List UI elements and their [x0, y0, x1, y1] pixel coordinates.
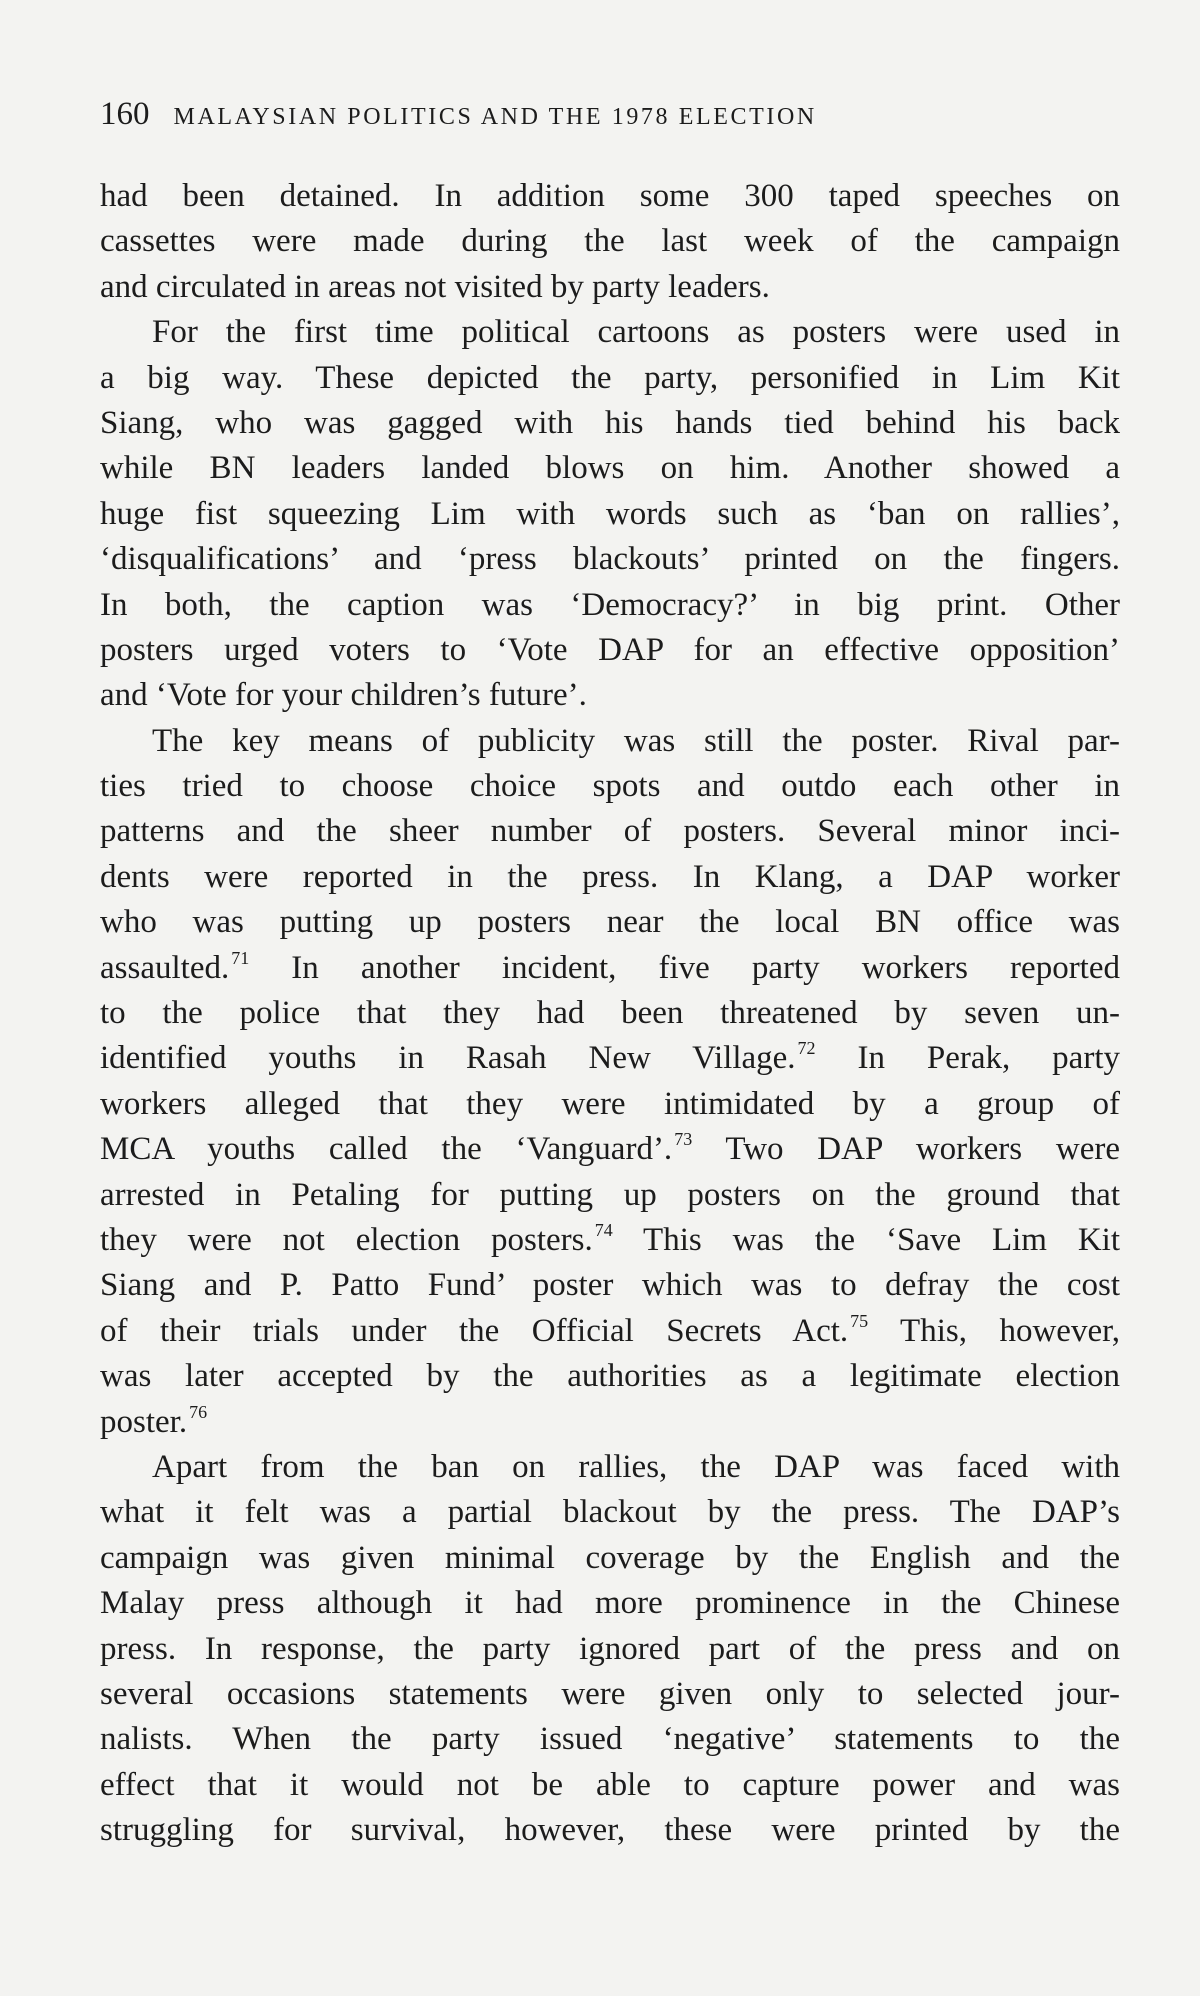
text-line [100, 356, 1120, 401]
text-line [100, 1218, 1120, 1263]
line-text: Siang and P. Patto Fund’ poster which was to defray the cost [100, 1267, 1120, 1304]
text-line [100, 219, 1120, 264]
line-text: Siang, who was gagged with his hands tied behind his back [100, 404, 1120, 441]
line-text: struggling for survival, however, these were printed by the [100, 1812, 1120, 1849]
line-text: they were not election posters. [100, 1221, 593, 1258]
line-text: identified youths in Rasah New Village. [100, 1040, 796, 1077]
line-text: posters urged voters to ‘Vote DAP for an effective opposition’ [100, 631, 1120, 668]
line-text-continued: In Perak, party [815, 1040, 1120, 1077]
text-line [100, 1627, 1120, 1672]
line-text: had been detained. In addition some 300 taped speeches on [100, 178, 1120, 214]
text-line [100, 628, 1120, 673]
text-line [100, 900, 1120, 945]
line-text: campaign was given minimal coverage by the English and the [100, 1539, 1120, 1576]
line-text: ‘disqualifications’ and ‘press blackouts’ printed on the fingers. [100, 541, 1120, 578]
line-text: a big way. These depicted the party, personified in Lim Kit [100, 359, 1120, 396]
text-line [100, 1082, 1120, 1127]
line-text-continued: This, however, [868, 1312, 1121, 1349]
footnote-reference: 73 [674, 1129, 693, 1150]
line-text: huge fist squeezing Lim with words such as ‘ban on rallies’, [100, 495, 1120, 532]
line-text: and circulated in areas not visited by party leaders. [100, 268, 770, 305]
line-text: poster. [100, 1403, 188, 1440]
text-line [100, 583, 1120, 628]
text-line [100, 401, 1120, 446]
line-text: In both, the caption was ‘Democracy?’ in big print. Other [100, 586, 1120, 623]
line-text: was later accepted by the authorities as a legitimate election [100, 1358, 1120, 1395]
footnote-reference: 71 [231, 947, 250, 968]
line-text: nalists. When the party issued ‘negative’ statements to the [100, 1721, 1120, 1758]
footnote-reference: 72 [797, 1038, 816, 1059]
line-text: ties tried to choose choice spots and outdo each other in [100, 768, 1120, 805]
line-text: while BN leaders landed blows on him. Another showed a [100, 450, 1120, 487]
line-text-continued: In another incident, five party workers reported [249, 949, 1120, 986]
body-text [100, 174, 1120, 1853]
line-text: Apart from the ban on rallies, the DAP was faced with [152, 1448, 1120, 1485]
text-line [100, 991, 1120, 1036]
running-head [100, 96, 817, 140]
line-text: arrested in Petaling for putting up posters on the ground that [100, 1176, 1120, 1213]
line-text-continued: Two DAP workers were [692, 1131, 1121, 1168]
text-line [100, 1309, 1120, 1354]
text-line [100, 492, 1120, 537]
running-head-title: MALAYSIAN POLITICS AND THE 1978 ELECTION [173, 104, 817, 130]
text-line [100, 1763, 1120, 1808]
text-line [100, 265, 1120, 310]
footnote-reference: 76 [189, 1401, 208, 1422]
text-line [100, 1717, 1120, 1762]
text-line [100, 1445, 1120, 1490]
footnote-reference: 74 [594, 1219, 613, 1240]
page-number: 160 [100, 96, 150, 132]
text-line [100, 1536, 1120, 1581]
line-text: and ‘Vote for your children’s future’. [100, 677, 587, 714]
line-text: to the police that they had been threatened by seven un- [100, 995, 1120, 1032]
line-text: several occasions statements were given only to selected jour- [100, 1675, 1120, 1712]
text-line [100, 946, 1120, 991]
line-text: The key means of publicity was still the poster. Rival par- [152, 722, 1120, 759]
line-text: of their trials under the Official Secrets Act. [100, 1312, 849, 1349]
line-text: what it felt was a partial blackout by the press. The DAP’s [100, 1494, 1120, 1531]
text-line [100, 1127, 1120, 1172]
text-line [100, 1672, 1120, 1717]
line-text: MCA youths called the ‘Vanguard’. [100, 1131, 673, 1168]
text-line [100, 446, 1120, 491]
text-line [100, 1036, 1120, 1081]
text-line [100, 310, 1120, 355]
text-line [100, 1173, 1120, 1218]
text-line [100, 1400, 1120, 1445]
text-line [100, 1581, 1120, 1626]
text-line [100, 719, 1120, 764]
text-line [100, 537, 1120, 582]
text-line [100, 673, 1120, 718]
line-text: assaulted. [100, 949, 230, 986]
line-text: dents were reported in the press. In Klang, a DAP worker [100, 858, 1120, 895]
text-line [100, 855, 1120, 900]
line-text: Malay press although it had more prominence in the Chinese [100, 1585, 1120, 1622]
line-text: who was putting up posters near the local BN office was [100, 904, 1120, 941]
text-line [100, 1808, 1120, 1853]
line-text: press. In response, the party ignored part of the press and on [100, 1630, 1120, 1667]
text-line [100, 1354, 1120, 1399]
line-text: patterns and the sheer number of posters. Several minor inci- [100, 813, 1120, 850]
line-text: For the first time political cartoons as posters were used in [152, 314, 1120, 351]
footnote-reference: 75 [850, 1310, 869, 1331]
line-text: workers alleged that they were intimidated by a group of [100, 1085, 1120, 1122]
text-line [100, 764, 1120, 809]
line-text: cassettes were made during the last week of the campaign [100, 223, 1120, 260]
line-text-continued: This was the ‘Save Lim Kit [612, 1221, 1120, 1258]
text-line [100, 1263, 1120, 1308]
text-line [100, 809, 1120, 854]
text-line [100, 174, 1120, 219]
line-text: effect that it would not be able to capture power and was [100, 1766, 1120, 1803]
text-line [100, 1490, 1120, 1535]
